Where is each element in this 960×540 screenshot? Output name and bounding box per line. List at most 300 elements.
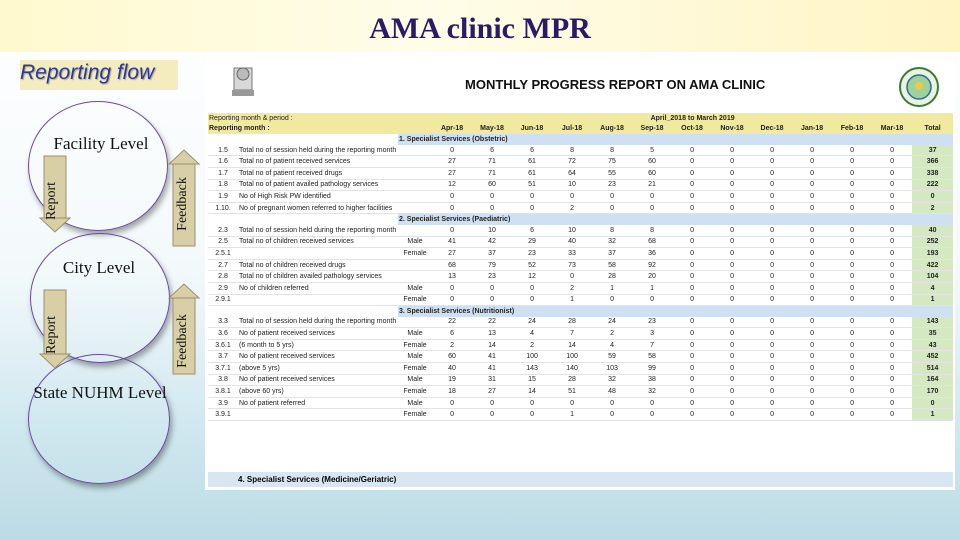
row-sub-label	[398, 167, 432, 179]
table-row	[208, 271, 953, 283]
value-cell: 72	[552, 156, 592, 168]
table-row	[208, 179, 953, 191]
value-cell: 0	[792, 156, 832, 168]
table-row	[208, 374, 953, 386]
value-cell: 0	[432, 294, 472, 306]
value-cell: 0	[472, 294, 512, 306]
value-cell: 0	[672, 248, 712, 260]
value-cell: 41	[472, 363, 512, 375]
row-sub-label: Male	[398, 236, 432, 248]
table-row	[208, 202, 953, 214]
value-cell: 0	[712, 271, 752, 283]
value-cell: 0	[632, 202, 672, 214]
row-label: (above 60 yrs)	[238, 386, 398, 398]
value-cell: 0	[512, 409, 552, 421]
value-cell: 0	[472, 409, 512, 421]
value-cell: 71	[472, 156, 512, 168]
table-row	[208, 328, 953, 340]
value-cell: 0	[592, 191, 632, 203]
row-label: No of patient received services	[238, 351, 398, 363]
total-cell: 193	[912, 248, 953, 260]
value-cell: 0	[792, 363, 832, 375]
value-cell: 2	[512, 339, 552, 351]
value-cell: 0	[792, 386, 832, 398]
row-number: 1.7	[208, 167, 238, 179]
value-cell: 0	[832, 156, 872, 168]
value-cell: 0	[672, 374, 712, 386]
value-cell: 0	[752, 363, 792, 375]
value-cell: 0	[512, 282, 552, 294]
value-cell: 0	[792, 317, 832, 328]
value-cell: 13	[472, 328, 512, 340]
value-cell: 28	[552, 374, 592, 386]
value-cell: 0	[752, 156, 792, 168]
table-row	[208, 191, 953, 203]
city-level-label: City Level	[62, 258, 136, 277]
row-sub-label: Male	[398, 328, 432, 340]
value-cell: 0	[792, 328, 832, 340]
row-label	[238, 248, 398, 260]
value-cell: 0	[832, 363, 872, 375]
value-cell: 32	[592, 236, 632, 248]
value-cell: 0	[432, 202, 472, 214]
value-cell: 0	[872, 259, 912, 271]
value-cell: 19	[432, 374, 472, 386]
value-cell: 0	[712, 236, 752, 248]
month-header-cell: Total	[912, 124, 953, 135]
value-cell: 0	[512, 294, 552, 306]
value-cell: 0	[432, 282, 472, 294]
period-row	[208, 113, 953, 124]
table-row	[208, 156, 953, 168]
value-cell: 0	[752, 202, 792, 214]
value-cell: 0	[712, 317, 752, 328]
value-cell: 5	[632, 145, 672, 156]
row-number: 3.7	[208, 351, 238, 363]
value-cell: 60	[472, 179, 512, 191]
value-cell: 0	[752, 374, 792, 386]
value-cell: 48	[592, 386, 632, 398]
value-cell: 0	[712, 167, 752, 179]
value-cell: 27	[432, 167, 472, 179]
value-cell: 0	[672, 282, 712, 294]
value-cell: 75	[592, 156, 632, 168]
total-cell: 338	[912, 167, 953, 179]
value-cell: 0	[872, 167, 912, 179]
row-number: 3.9.1	[208, 409, 238, 421]
value-cell: 24	[592, 317, 632, 328]
row-label: Total no of children received services	[238, 236, 398, 248]
emblem-icon	[228, 60, 258, 100]
table-row	[208, 294, 953, 306]
value-cell: 0	[712, 294, 752, 306]
row-number: 3.9	[208, 397, 238, 409]
total-cell: 514	[912, 363, 953, 375]
month-header-cell: Dec-18	[752, 124, 792, 135]
value-cell: 0	[872, 351, 912, 363]
month-header-cell: Aug-18	[592, 124, 632, 135]
value-cell: 20	[632, 271, 672, 283]
total-cell: 104	[912, 271, 953, 283]
period-value: April_2018 to March 2019	[650, 114, 735, 122]
value-cell: 0	[592, 294, 632, 306]
value-cell: 32	[592, 374, 632, 386]
value-cell: 103	[592, 363, 632, 375]
value-cell: 28	[592, 271, 632, 283]
value-cell: 0	[712, 156, 752, 168]
value-cell: 0	[672, 386, 712, 398]
value-cell: 0	[632, 294, 672, 306]
value-cell: 0	[792, 179, 832, 191]
slide-title: AMA clinic MPR	[369, 12, 591, 45]
value-cell: 0	[632, 409, 672, 421]
value-cell: 1	[552, 409, 592, 421]
value-cell: 0	[832, 202, 872, 214]
row-sub-label	[398, 225, 432, 236]
value-cell: 41	[472, 351, 512, 363]
value-cell: 0	[672, 339, 712, 351]
value-cell: 0	[712, 363, 752, 375]
value-cell: 0	[672, 259, 712, 271]
section-title: 2. Specialist Services (Paediatric)	[398, 214, 953, 225]
value-cell: 40	[552, 236, 592, 248]
flow-arrows	[0, 0, 200, 400]
total-cell: 37	[912, 145, 953, 156]
value-cell: 0	[712, 282, 752, 294]
value-cell: 36	[632, 248, 672, 260]
value-cell: 1	[632, 282, 672, 294]
value-cell: 0	[832, 225, 872, 236]
section-header-row	[208, 306, 953, 317]
value-cell: 0	[712, 179, 752, 191]
month-header-cell: Mar-18	[872, 124, 912, 135]
value-cell: 92	[632, 259, 672, 271]
total-cell: 452	[912, 351, 953, 363]
value-cell: 7	[552, 328, 592, 340]
row-label	[238, 409, 398, 421]
month-header-cell: May-18	[472, 124, 512, 135]
total-cell: 164	[912, 374, 953, 386]
value-cell: 0	[712, 386, 752, 398]
value-cell: 8	[552, 145, 592, 156]
value-cell: 0	[752, 328, 792, 340]
footer-section-title: 4. Specialist Services (Medicine/Geriatric)	[208, 472, 953, 487]
table-row	[208, 259, 953, 271]
value-cell: 143	[512, 363, 552, 375]
value-cell: 0	[592, 409, 632, 421]
value-cell: 0	[712, 351, 752, 363]
row-label: Total no of children availed pathology services	[238, 271, 398, 283]
value-cell: 0	[752, 145, 792, 156]
month-header-cell: Jan-18	[792, 124, 832, 135]
value-cell: 0	[832, 282, 872, 294]
row-sub-label: Female	[398, 409, 432, 421]
value-cell: 0	[832, 339, 872, 351]
value-cell: 8	[592, 145, 632, 156]
table-row	[208, 386, 953, 398]
row-number: 1.5	[208, 145, 238, 156]
value-cell: 0	[792, 191, 832, 203]
value-cell: 0	[792, 167, 832, 179]
value-cell: 2	[552, 282, 592, 294]
value-cell: 0	[672, 179, 712, 191]
value-cell: 0	[752, 167, 792, 179]
value-cell: 37	[472, 248, 512, 260]
row-sub-label: Female	[398, 294, 432, 306]
value-cell: 14	[472, 339, 512, 351]
value-cell: 0	[792, 374, 832, 386]
value-cell: 0	[792, 409, 832, 421]
value-cell: 0	[672, 225, 712, 236]
value-cell: 55	[592, 167, 632, 179]
table-row	[208, 282, 953, 294]
table-row	[208, 397, 953, 409]
total-cell: 366	[912, 156, 953, 168]
value-cell: 0	[712, 374, 752, 386]
table-row	[208, 317, 953, 328]
value-cell: 140	[552, 363, 592, 375]
value-cell: 41	[432, 236, 472, 248]
row-number: 2.9	[208, 282, 238, 294]
value-cell: 10	[472, 225, 512, 236]
value-cell: 0	[512, 191, 552, 203]
value-cell: 0	[832, 328, 872, 340]
value-cell: 0	[592, 397, 632, 409]
value-cell: 0	[872, 317, 912, 328]
section-title: 3. Specialist Services (Nutritionist)	[398, 306, 953, 317]
value-cell: 33	[552, 248, 592, 260]
row-label: Total no of children received drugs	[238, 259, 398, 271]
value-cell: 58	[592, 259, 632, 271]
value-cell: 1	[552, 294, 592, 306]
value-cell: 2	[592, 328, 632, 340]
value-cell: 0	[432, 409, 472, 421]
value-cell: 0	[872, 236, 912, 248]
total-cell: 1	[912, 409, 953, 421]
row-label: No of High Risk PW identified	[238, 191, 398, 203]
value-cell: 37	[592, 248, 632, 260]
value-cell: 0	[472, 202, 512, 214]
value-cell: 21	[632, 179, 672, 191]
value-cell: 0	[872, 363, 912, 375]
row-label: Total no of session held during the reporting month	[238, 317, 398, 328]
row-label: (above 5 yrs)	[238, 363, 398, 375]
value-cell: 99	[632, 363, 672, 375]
total-cell: 0	[912, 397, 953, 409]
value-cell: 0	[752, 409, 792, 421]
row-sub-label	[398, 259, 432, 271]
total-cell: 422	[912, 259, 953, 271]
value-cell: 4	[592, 339, 632, 351]
value-cell: 0	[752, 191, 792, 203]
value-cell: 0	[792, 236, 832, 248]
value-cell: 64	[552, 167, 592, 179]
value-cell: 0	[832, 317, 872, 328]
value-cell: 0	[752, 294, 792, 306]
value-cell: 61	[512, 167, 552, 179]
total-cell: 40	[912, 225, 953, 236]
value-cell: 0	[432, 145, 472, 156]
value-cell: 13	[432, 271, 472, 283]
value-cell: 58	[632, 351, 672, 363]
value-cell: 0	[672, 156, 712, 168]
row-sub-label	[398, 156, 432, 168]
value-cell: 28	[552, 317, 592, 328]
slide-subtitle: Reporting flow	[20, 61, 155, 84]
value-cell: 12	[512, 271, 552, 283]
value-cell: 0	[872, 202, 912, 214]
row-label: Total no of session held during the reporting month	[238, 225, 398, 236]
value-cell: 0	[872, 179, 912, 191]
value-cell: 32	[632, 386, 672, 398]
value-cell: 4	[512, 328, 552, 340]
table-row	[208, 351, 953, 363]
report-label-1: Report	[44, 181, 60, 221]
row-label: No of patient received services	[238, 374, 398, 386]
value-cell: 0	[752, 282, 792, 294]
value-cell: 0	[792, 271, 832, 283]
value-cell: 3	[632, 328, 672, 340]
row-label: (6 month to 5 yrs)	[238, 339, 398, 351]
value-cell: 27	[432, 156, 472, 168]
value-cell: 0	[752, 317, 792, 328]
value-cell: 0	[672, 317, 712, 328]
row-number: 3.8.1	[208, 386, 238, 398]
value-cell: 0	[832, 409, 872, 421]
feedback-label-1: Feedback	[174, 177, 190, 231]
value-cell: 1	[592, 282, 632, 294]
value-cell: 0	[832, 397, 872, 409]
table-row	[208, 225, 953, 236]
total-cell: 1	[912, 294, 953, 306]
nuhm-logo-icon	[898, 66, 940, 108]
value-cell: 0	[752, 271, 792, 283]
value-cell: 51	[512, 179, 552, 191]
value-cell: 0	[872, 374, 912, 386]
total-cell: 2	[912, 202, 953, 214]
value-cell: 0	[872, 409, 912, 421]
value-cell: 0	[712, 259, 752, 271]
table-row	[208, 167, 953, 179]
value-cell: 40	[432, 363, 472, 375]
row-number: 3.8	[208, 374, 238, 386]
value-cell: 0	[872, 156, 912, 168]
section-spacer	[208, 214, 398, 225]
row-label: No of patient received services	[238, 328, 398, 340]
value-cell: 0	[712, 225, 752, 236]
row-sub-label: Female	[398, 339, 432, 351]
value-cell: 0	[872, 328, 912, 340]
value-cell: 0	[552, 271, 592, 283]
value-cell: 14	[552, 339, 592, 351]
table-row	[208, 409, 953, 421]
value-cell: 7	[632, 339, 672, 351]
month-header-cell: Sep-18	[632, 124, 672, 135]
table-row	[208, 145, 953, 156]
feedback-label-2: Feedback	[174, 314, 190, 368]
value-cell: 0	[472, 191, 512, 203]
value-cell: 0	[792, 259, 832, 271]
row-number: 1.8	[208, 179, 238, 191]
value-cell: 0	[672, 363, 712, 375]
month-header-cell: Oct-18	[672, 124, 712, 135]
value-cell: 0	[712, 191, 752, 203]
section-header-row	[208, 214, 953, 225]
total-cell: 252	[912, 236, 953, 248]
month-header-row	[208, 124, 953, 135]
value-cell: 0	[632, 397, 672, 409]
value-cell: 0	[832, 145, 872, 156]
row-sub-label	[398, 179, 432, 191]
section-spacer	[208, 306, 398, 317]
value-cell: 0	[672, 271, 712, 283]
value-cell: 68	[632, 236, 672, 248]
row-number: 3.7.1	[208, 363, 238, 375]
value-cell: 0	[832, 374, 872, 386]
value-cell: 68	[432, 259, 472, 271]
row-number: 2.5.1	[208, 248, 238, 260]
value-cell: 0	[872, 294, 912, 306]
value-cell: 18	[432, 386, 472, 398]
table-row	[208, 363, 953, 375]
value-cell: 61	[512, 156, 552, 168]
value-cell: 0	[832, 294, 872, 306]
value-cell: 0	[552, 191, 592, 203]
report-label-2: Report	[44, 315, 60, 355]
value-cell: 0	[792, 202, 832, 214]
row-number: 3.6	[208, 328, 238, 340]
value-cell: 0	[872, 225, 912, 236]
table-row	[208, 339, 953, 351]
value-cell: 73	[552, 259, 592, 271]
value-cell: 0	[512, 397, 552, 409]
report-table	[208, 113, 953, 421]
value-cell: 6	[432, 328, 472, 340]
total-cell: 143	[912, 317, 953, 328]
value-cell: 0	[832, 271, 872, 283]
row-number: 1.9	[208, 191, 238, 203]
value-cell: 42	[472, 236, 512, 248]
row-number: 2.8	[208, 271, 238, 283]
section-title: 1. Specialist Services (Obstetric)	[398, 134, 953, 145]
row-sub-label: Male	[398, 282, 432, 294]
value-cell: 6	[512, 145, 552, 156]
value-cell: 0	[872, 339, 912, 351]
value-cell: 60	[632, 167, 672, 179]
value-cell: 0	[752, 386, 792, 398]
value-cell: 0	[672, 191, 712, 203]
value-cell: 29	[512, 236, 552, 248]
value-cell: 15	[512, 374, 552, 386]
state-level-label: State NUHM Level	[33, 383, 167, 402]
row-label: Total no of patient availed pathology services	[238, 179, 398, 191]
value-cell: 0	[832, 259, 872, 271]
value-cell: 59	[592, 351, 632, 363]
value-cell: 100	[552, 351, 592, 363]
row-number: 2.7	[208, 259, 238, 271]
value-cell: 0	[792, 225, 832, 236]
value-cell: 8	[632, 225, 672, 236]
value-cell: 0	[672, 397, 712, 409]
value-cell: 0	[432, 191, 472, 203]
table-row	[208, 248, 953, 260]
value-cell: 0	[752, 397, 792, 409]
value-cell: 0	[832, 236, 872, 248]
report-table-wrap	[208, 113, 953, 421]
value-cell: 0	[792, 248, 832, 260]
row-sub-label	[398, 191, 432, 203]
value-cell: 23	[632, 317, 672, 328]
